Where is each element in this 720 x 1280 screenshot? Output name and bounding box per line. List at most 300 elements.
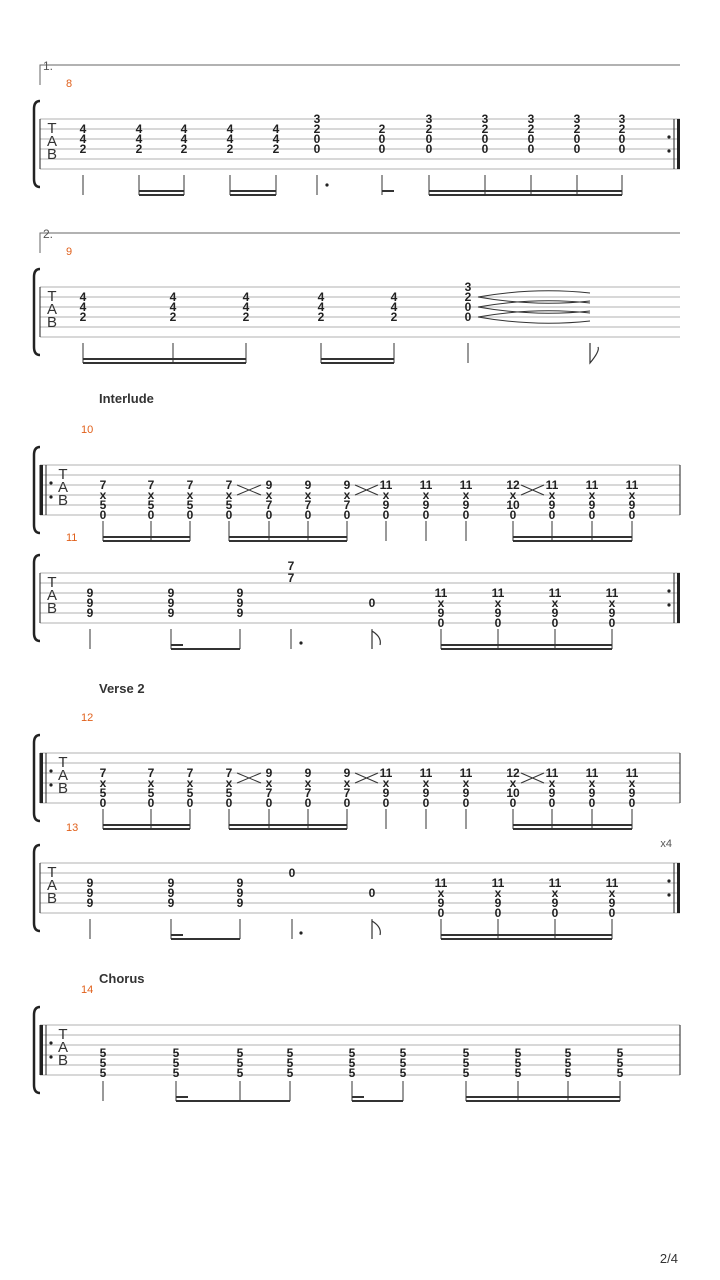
fret-number: 4 (169, 290, 177, 304)
fret-number: 0 (481, 142, 489, 156)
fret-number: x (551, 596, 559, 610)
fret-number: 10 (506, 498, 520, 512)
fret-number: 11 (585, 478, 599, 492)
fret-number: 2 (317, 310, 325, 324)
fret-number: 4 (242, 300, 250, 314)
section-label: Chorus (99, 971, 145, 986)
fret-number: 5 (225, 498, 233, 512)
fret-number: x (437, 886, 445, 900)
fret-number: 9 (167, 606, 175, 620)
fret-number: 2 (464, 290, 472, 304)
fret-number: 0 (509, 508, 517, 522)
fret-number: 4 (169, 300, 177, 314)
fret-number: 5 (616, 1066, 624, 1080)
fret-number: 0 (186, 508, 194, 522)
fret-number: 0 (265, 508, 273, 522)
fret-number: 5 (399, 1056, 407, 1070)
fret-number: 9 (608, 896, 616, 910)
fret-number: 9 (86, 596, 94, 610)
fret-number: 0 (573, 132, 581, 146)
fret-number: 0 (618, 132, 626, 146)
tab-clef-letter: B (57, 780, 69, 797)
fret-number: x (186, 488, 194, 502)
fret-number: 0 (313, 132, 321, 146)
system-bracket (34, 447, 40, 533)
fret-number: x (608, 886, 616, 900)
fret-number: x (509, 488, 517, 502)
fret-number: 11 (545, 478, 559, 492)
fret-number: 5 (147, 498, 155, 512)
tab-clef-letter: T (58, 466, 68, 483)
fret-number: 0 (481, 132, 489, 146)
fret-number: 4 (135, 122, 143, 136)
fret-number: 5 (514, 1046, 522, 1060)
fret-number: 7 (99, 478, 107, 492)
fret-number: 9 (167, 876, 175, 890)
fret-number: 0 (573, 142, 581, 156)
fret-number: 7 (265, 498, 273, 512)
fret-number: 0 (343, 796, 351, 810)
section-label: Interlude (99, 391, 154, 406)
fret-number: 9 (236, 896, 244, 910)
fret-number: 7 (287, 571, 295, 585)
fret-number: 9 (628, 786, 636, 800)
fret-number: 5 (172, 1046, 180, 1060)
fret-number: 9 (86, 876, 94, 890)
fret-number: 4 (390, 290, 398, 304)
fret-number: 5 (186, 786, 194, 800)
fret-number: 12 (506, 478, 520, 492)
fret-number: 9 (236, 876, 244, 890)
fret-number: 0 (551, 906, 559, 920)
fret-number: x (343, 488, 351, 502)
fret-number: 5 (99, 498, 107, 512)
fret-number: 2 (425, 122, 433, 136)
repeat-dot (49, 481, 52, 484)
volta-label: 1. (43, 59, 54, 73)
fret-number: 9 (304, 478, 312, 492)
fret-number: 11 (491, 586, 505, 600)
fret-number: 9 (494, 606, 502, 620)
repeat-dot (667, 135, 670, 138)
fret-number: 9 (236, 586, 244, 600)
rhythm-dot (325, 183, 328, 186)
fret-number: x (494, 886, 502, 900)
fret-number: 4 (272, 122, 280, 136)
fret-number: 11 (434, 586, 448, 600)
fret-number: 0 (628, 796, 636, 810)
fret-number: 0 (618, 142, 626, 156)
fret-number: x (382, 488, 390, 502)
fret-number: 5 (236, 1056, 244, 1070)
fret-number: 3 (464, 280, 472, 294)
measure-number: 11 (66, 532, 78, 544)
fret-number: 3 (313, 112, 321, 126)
fret-number: 11 (379, 766, 393, 780)
fret-number: x (437, 596, 445, 610)
fret-number: 7 (304, 498, 312, 512)
fret-number: 5 (186, 498, 194, 512)
rhythm-dot (299, 641, 302, 644)
fret-number: 0 (509, 796, 517, 810)
fret-number: 5 (348, 1046, 356, 1060)
repeat-dot (49, 495, 52, 498)
system-bracket (34, 1007, 40, 1093)
fret-number: x (548, 488, 556, 502)
fret-number: 0 (147, 508, 155, 522)
fret-number: 0 (304, 508, 312, 522)
fret-number: 4 (180, 132, 188, 146)
fret-number: 7 (225, 478, 233, 492)
repeat-dot (49, 1041, 52, 1044)
fret-number: x (147, 776, 155, 790)
fret-number: 7 (186, 478, 194, 492)
measure-number: 14 (81, 984, 94, 996)
fret-number: 5 (99, 1046, 107, 1060)
note-flag (372, 921, 380, 939)
fret-number: 11 (419, 766, 433, 780)
fret-number: 0 (464, 300, 472, 314)
fret-number: 3 (425, 112, 433, 126)
fret-number: 0 (313, 142, 321, 156)
fret-number: 9 (382, 498, 390, 512)
fret-number: 0 (422, 796, 430, 810)
fret-number: 7 (147, 478, 155, 492)
fret-number: x (588, 488, 596, 502)
fret-number: 0 (378, 142, 386, 156)
fret-number: 7 (343, 786, 351, 800)
fret-number: 2 (180, 142, 188, 156)
fret-number: 11 (459, 478, 473, 492)
fret-number: 5 (99, 786, 107, 800)
fret-number: 0 (368, 886, 376, 900)
system-bracket (34, 735, 40, 821)
tab-clef-letter: A (46, 133, 58, 150)
tab-clef-letter: A (46, 877, 58, 894)
fret-number: 3 (481, 112, 489, 126)
fret-number: 9 (551, 606, 559, 620)
fret-number: 11 (459, 766, 473, 780)
fret-number: x (343, 776, 351, 790)
fret-number: 3 (573, 112, 581, 126)
fret-number: 0 (588, 796, 596, 810)
fret-number: 7 (99, 766, 107, 780)
fret-number: 2 (135, 142, 143, 156)
fret-number: x (265, 488, 273, 502)
fret-number: 4 (226, 122, 234, 136)
fret-number: 2 (313, 122, 321, 136)
fret-number: 10 (506, 786, 520, 800)
fret-number: x (265, 776, 273, 790)
fret-number: 9 (437, 896, 445, 910)
fret-number: 0 (186, 796, 194, 810)
fret-number: 12 (506, 766, 520, 780)
fret-number: 9 (494, 896, 502, 910)
fret-number: x (494, 596, 502, 610)
fret-number: x (548, 776, 556, 790)
fret-number: 2 (79, 310, 87, 324)
fret-number: 11 (379, 478, 393, 492)
measure-number: 8 (66, 78, 73, 90)
fret-number: x (225, 488, 233, 502)
fret-number: 0 (382, 508, 390, 522)
fret-number: 11 (434, 876, 448, 890)
fret-number: 0 (494, 616, 502, 630)
tab-clef-letter: B (57, 492, 69, 509)
fret-number: 5 (564, 1046, 572, 1060)
fret-number: x (422, 488, 430, 502)
repeat-count: x4 (660, 838, 672, 850)
measure-number: 13 (66, 822, 79, 834)
repeat-dot (667, 893, 670, 896)
fret-number: 9 (167, 886, 175, 900)
fret-number: 2 (242, 310, 250, 324)
tie-arc (478, 291, 590, 297)
tab-clef-letter: A (46, 301, 58, 318)
tab-clef-letter: B (46, 600, 58, 617)
fret-number: 5 (286, 1046, 294, 1060)
volta-bracket (40, 233, 680, 253)
fret-number: 0 (548, 508, 556, 522)
repeat-dot (667, 603, 670, 606)
fret-number: 11 (605, 586, 619, 600)
fret-number: 9 (343, 478, 351, 492)
measure-number: 9 (66, 246, 73, 258)
fret-number: x (551, 886, 559, 900)
fret-number: 0 (225, 508, 233, 522)
tab-clef-letter: T (47, 120, 57, 137)
note-flag (372, 631, 380, 649)
repeat-start-thick-bar (40, 1025, 43, 1075)
fret-number: 0 (422, 508, 430, 522)
fret-number: 0 (551, 616, 559, 630)
fret-number: 5 (616, 1046, 624, 1060)
fret-number: 2 (390, 310, 398, 324)
fret-number: 9 (437, 606, 445, 620)
fret-number: 5 (286, 1056, 294, 1070)
fret-number: x (628, 776, 636, 790)
system-bracket (34, 555, 40, 641)
fret-number: x (186, 776, 194, 790)
fret-number: x (225, 776, 233, 790)
fret-number: 5 (564, 1066, 572, 1080)
fret-number: 0 (382, 796, 390, 810)
tie-arc (478, 297, 590, 303)
fret-number: 5 (462, 1056, 470, 1070)
fret-number: 11 (548, 586, 562, 600)
repeat-dot (49, 769, 52, 772)
fret-number: 0 (265, 796, 273, 810)
fret-number: 5 (462, 1066, 470, 1080)
fret-number: 3 (527, 112, 535, 126)
page-number: 2/4 (659, 1251, 678, 1266)
fret-number: 9 (265, 478, 273, 492)
fret-number: x (462, 488, 470, 502)
system-bracket (34, 845, 40, 931)
fret-number: 4 (390, 300, 398, 314)
fret-number: 0 (527, 142, 535, 156)
fret-number: 7 (343, 498, 351, 512)
fret-number: 9 (86, 896, 94, 910)
fret-number: 0 (343, 508, 351, 522)
fret-number: 7 (147, 766, 155, 780)
fret-number: 7 (186, 766, 194, 780)
fret-number: 0 (147, 796, 155, 810)
fret-number: 5 (462, 1046, 470, 1060)
fret-number: 9 (462, 498, 470, 512)
fret-number: 2 (527, 122, 535, 136)
repeat-start-thick-bar (40, 465, 43, 515)
system-bracket (34, 101, 40, 187)
tab-clef-letter: A (57, 1039, 69, 1056)
fret-number: 9 (236, 596, 244, 610)
fret-number: 7 (287, 559, 295, 573)
fret-number: 4 (272, 132, 280, 146)
fret-number: 9 (608, 606, 616, 620)
fret-number: 5 (348, 1066, 356, 1080)
fret-number: 0 (462, 508, 470, 522)
tab-clef-letter: T (58, 754, 68, 771)
tie-arc (478, 311, 590, 317)
fret-number: x (304, 776, 312, 790)
repeat-dot (667, 879, 670, 882)
fret-number: 9 (551, 896, 559, 910)
fret-number: 5 (236, 1046, 244, 1060)
fret-number: 0 (304, 796, 312, 810)
fret-number: 0 (225, 796, 233, 810)
fret-number: 11 (605, 876, 619, 890)
fret-number: 9 (86, 886, 94, 900)
fret-number: 9 (548, 498, 556, 512)
fret-number: 9 (236, 886, 244, 900)
tab-clef-letter: B (46, 146, 58, 163)
fret-number: 5 (616, 1056, 624, 1070)
fret-number: 3 (618, 112, 626, 126)
volta-bracket (40, 65, 680, 85)
fret-number: 0 (288, 866, 296, 880)
fret-number: 9 (588, 498, 596, 512)
fret-number: 5 (172, 1066, 180, 1080)
fret-number: 5 (99, 1066, 107, 1080)
fret-number: 9 (343, 766, 351, 780)
fret-number: 7 (225, 766, 233, 780)
fret-number: 0 (368, 596, 376, 610)
fret-number: 4 (79, 122, 87, 136)
tie-arc (478, 301, 590, 307)
fret-number: 5 (236, 1066, 244, 1080)
fret-number: 4 (79, 300, 87, 314)
fret-number: 0 (99, 508, 107, 522)
fret-number: 4 (317, 300, 325, 314)
tab-clef-letter: T (47, 288, 57, 305)
fret-number: 2 (481, 122, 489, 136)
fret-number: x (147, 488, 155, 502)
fret-number: 5 (564, 1056, 572, 1070)
tab-clef-letter: T (47, 864, 57, 881)
fret-number: x (628, 488, 636, 502)
fret-number: 2 (573, 122, 581, 136)
fret-number: 11 (491, 876, 505, 890)
fret-number: 0 (425, 132, 433, 146)
tab-clef-letter: T (47, 574, 57, 591)
fret-number: 11 (548, 876, 562, 890)
fret-number: 2 (79, 142, 87, 156)
fret-number: x (462, 776, 470, 790)
fret-number: x (588, 776, 596, 790)
fret-number: 5 (286, 1066, 294, 1080)
fret-number: 4 (135, 132, 143, 146)
fret-number: 9 (86, 606, 94, 620)
fret-number: 9 (628, 498, 636, 512)
fret-number: 0 (608, 616, 616, 630)
rhythm-dot (299, 931, 302, 934)
fret-number: 0 (425, 142, 433, 156)
fret-number: 4 (242, 290, 250, 304)
tie-arc (478, 307, 590, 313)
repeat-dot (49, 1055, 52, 1058)
fret-number: x (304, 488, 312, 502)
fret-number: x (509, 776, 517, 790)
fret-number: 9 (167, 596, 175, 610)
fret-number: x (99, 488, 107, 502)
fret-number: 2 (378, 122, 386, 136)
fret-number: 11 (625, 478, 639, 492)
fret-number: 5 (99, 1056, 107, 1070)
fret-number: 11 (625, 766, 639, 780)
fret-number: x (99, 776, 107, 790)
fret-number: x (608, 596, 616, 610)
fret-number: 9 (236, 606, 244, 620)
tab-clef-letter: B (57, 1052, 69, 1069)
fret-number: 4 (317, 290, 325, 304)
fret-number: 2 (169, 310, 177, 324)
fret-number: 9 (422, 786, 430, 800)
fret-number: 0 (462, 796, 470, 810)
repeat-start-thick-bar (40, 753, 43, 803)
system-bracket (34, 269, 40, 355)
tab-clef-letter: A (57, 479, 69, 496)
fret-number: 5 (399, 1066, 407, 1080)
fret-number: x (422, 776, 430, 790)
fret-number: x (382, 776, 390, 790)
fret-number: 0 (548, 796, 556, 810)
fret-number: 2 (226, 142, 234, 156)
volta-label: 2. (43, 227, 54, 241)
fret-number: 4 (226, 132, 234, 146)
fret-number: 9 (265, 766, 273, 780)
fret-number: 0 (437, 906, 445, 920)
fret-number: 7 (265, 786, 273, 800)
fret-number: 0 (437, 616, 445, 630)
tab-clef-letter: T (58, 1026, 68, 1043)
tab-clef-letter: A (46, 587, 58, 604)
fret-number: 9 (167, 586, 175, 600)
fret-number: 5 (514, 1066, 522, 1080)
fret-number: 0 (588, 508, 596, 522)
note-flag (590, 343, 598, 363)
fret-number: 9 (462, 786, 470, 800)
fret-number: 5 (399, 1046, 407, 1060)
fret-number: 9 (548, 786, 556, 800)
fret-number: 5 (514, 1056, 522, 1070)
fret-number: 11 (585, 766, 599, 780)
fret-number: 9 (304, 766, 312, 780)
fret-number: 5 (348, 1056, 356, 1070)
repeat-dot (667, 149, 670, 152)
fret-number: 0 (99, 796, 107, 810)
fret-number: 4 (79, 132, 87, 146)
fret-number: 9 (382, 786, 390, 800)
